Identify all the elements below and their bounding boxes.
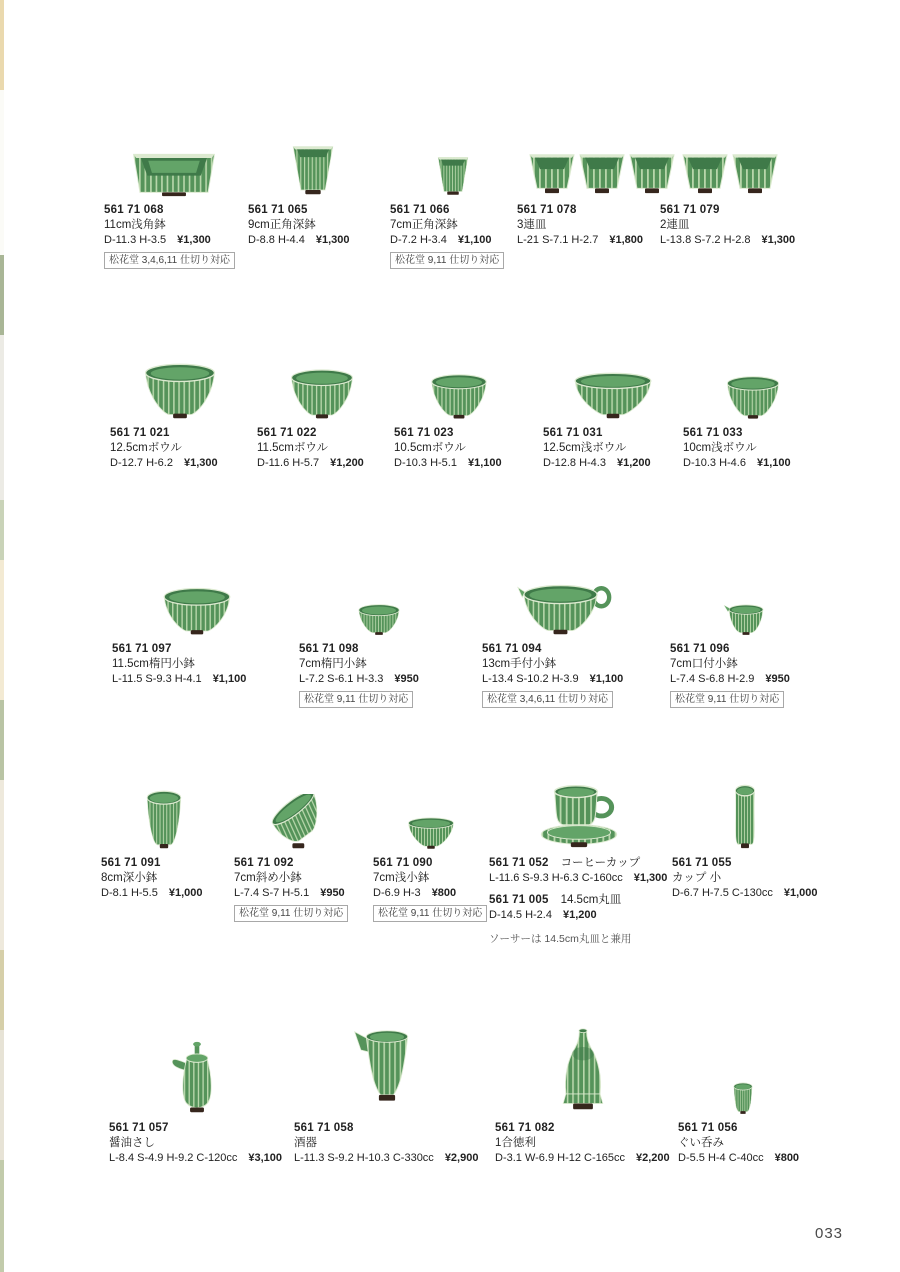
product-cell [104,135,244,269]
product-name: 3連皿 [517,219,547,231]
product-price: ¥1,200 [616,457,651,469]
product-image-triple-dish [527,149,677,197]
product-cell [495,1028,670,1166]
product-price: ¥1,300 [633,872,668,884]
product-cell [112,578,282,687]
product-price: ¥1,100 [467,457,502,469]
product-dims: D-10.3 H-5.1 ¥1,100 [394,457,502,469]
compat-badge: 松花堂 9,11 仕切り対応 [390,252,504,269]
product-name: 10.5cmボウル [394,442,466,454]
product-code: 561 71 092 [234,857,294,869]
product-cell [660,135,800,248]
product-code: 561 71 098 [299,643,359,655]
product-dims: L-13.8 S-7.2 H-2.8 ¥1,300 [660,234,796,246]
product-code: 561 71 097 [112,643,172,655]
product-image-sake-cup [724,1081,762,1115]
product-cell [672,780,817,901]
product-dims: L-7.4 S-6.8 H-2.9 ¥950 [670,673,790,685]
product-image-square-bowl [281,141,345,197]
product-price: ¥1,300 [183,457,218,469]
compat-badge: 松花堂 9,11 仕切り対応 [299,691,413,708]
product-code: 561 71 055 [672,857,732,869]
product-cell [390,135,515,269]
compat-badge: 松花堂 3,4,6,11 仕切り対応 [482,691,613,708]
product-cell [257,360,387,471]
product-price: ¥1,800 [609,234,643,246]
product-code: 561 71 022 [257,427,317,439]
product-price: ¥1,100 [756,457,791,469]
product-image-shallow-bowl [406,817,456,850]
product-dims: L-7.2 S-6.1 H-3.3 ¥950 [299,673,419,685]
product-code: 561 71 023 [394,427,454,439]
product-image-spouted-bowl [720,603,770,636]
product-dims: L-7.4 S-7 H-5.1 ¥950 [234,887,345,899]
product-code: 561 71 082 [495,1122,555,1134]
product-dims: L-11.5 S-9.3 H-4.1 ¥1,100 [112,673,247,685]
product-price: ¥1,100 [457,234,492,246]
product-name: 12.5cmボウル [110,442,182,454]
product-price: ¥1,000 [783,887,818,899]
product-image-tilted-bowl [266,794,332,850]
product-image-double-dish [680,149,780,197]
product-image-handled-bowl [517,582,617,636]
product-image-square-bowl [429,153,477,197]
product-price: ¥950 [320,887,345,899]
product-dims: D-11.6 H-5.7 ¥1,200 [257,457,364,469]
product-dims: D-8.8 H-4.4 ¥1,300 [248,234,350,246]
product-price: ¥1,200 [330,457,364,469]
product-price: ¥950 [394,673,419,685]
product-name: 醤油さし [109,1137,155,1149]
product-price: ¥1,300 [315,234,350,246]
product-price: ¥800 [774,1152,800,1164]
product-dims: D-10.3 H-4.6 ¥1,100 [683,457,791,469]
product-name: コーヒーカップ [560,857,641,869]
product-image-bowl [284,368,360,420]
product-image-sake-pitcher [351,1027,423,1115]
compat-badge: 松花堂 9,11 仕切り対応 [670,691,784,708]
product-name: 12.5cm浅ボウル [543,442,627,454]
product-cell [234,780,364,922]
compat-badge: 松花堂 9,11 仕切り対応 [234,905,348,922]
product-dims: D-8.1 H-5.5 ¥1,000 [101,887,203,899]
product-name: 8cm深小鉢 [101,872,158,884]
product-dims: D-12.8 H-4.3 ¥1,200 [543,457,651,469]
product-image-deep-cup [136,790,192,850]
product-code: 561 71 066 [390,204,450,216]
product-price: ¥3,100 [248,1152,283,1164]
product-image-coffee-cup [523,778,635,850]
product-cell [294,1028,479,1166]
product-name: 1合徳利 [495,1137,536,1149]
product-cell [482,578,652,708]
product-dims: D-14.5 H-2.4 ¥1,200 [489,909,597,921]
product-image-oval-bowl [355,603,403,636]
product-code: 561 71 031 [543,427,603,439]
product-price: ¥800 [431,887,457,899]
product-price: ¥1,100 [212,673,247,685]
product-cell [678,1028,808,1166]
product-cell [670,578,820,708]
product-name: 2連皿 [660,219,690,231]
product-name: 11.5cmボウル [257,442,329,454]
product-name: 10cm浅ボウル [683,442,757,454]
product-name: 7cm楕円小鉢 [299,658,367,670]
product-cell [299,578,459,708]
product-image-oval-bowl [158,586,236,636]
product-code: 561 71 005 [489,894,549,906]
product-code: 561 71 057 [109,1122,169,1134]
product-image-shallow-bowl [571,372,655,420]
product-image-shallow-bowl [721,375,785,420]
product-price: ¥950 [765,673,790,685]
product-name: 7cm口付小鉢 [670,658,738,670]
product-cell [109,1028,284,1166]
product-dims: L-21 S-7.1 H-2.7 ¥1,800 [517,234,643,246]
product-image-tall-cup [720,784,770,850]
compat-badge: 松花堂 9,11 仕切り対応 [373,905,487,922]
compat-badge: 松花堂 3,4,6,11 仕切り対応 [104,252,235,269]
product-cell [248,135,378,248]
product-image-bowl [137,362,223,420]
product-name: 7cm正角深鉢 [390,219,458,231]
product-cell-coffee-set [489,780,669,946]
product-name: カップ 小 [672,872,722,884]
product-code: 561 71 021 [110,427,170,439]
product-cell [683,360,823,471]
page-number: 033 [815,1225,844,1242]
product-name: ぐい呑み [678,1137,724,1149]
product-name: 14.5cm丸皿 [560,894,622,906]
product-dims: L-11.6 S-9.3 H-6.3 C-160cc ¥1,300 [489,872,668,884]
product-code: 561 71 096 [670,643,730,655]
product-dims: D-12.7 H-6.2 ¥1,300 [110,457,218,469]
product-image-bowl [425,373,493,420]
product-name: 13cm手付小鉢 [482,658,557,670]
product-dims: D-7.2 H-3.4 ¥1,100 [390,234,492,246]
product-price: ¥1,300 [177,234,211,246]
product-code: 561 71 065 [248,204,308,216]
product-dims: D-11.3 H-3.5 ¥1,300 [104,234,211,246]
product-price: ¥1,100 [589,673,624,685]
product-price: ¥1,000 [168,887,203,899]
product-name: 7cm浅小鉢 [373,872,430,884]
product-name: 11cm浅角鉢 [104,219,166,231]
product-name: 酒器 [294,1137,317,1149]
product-code: 561 71 078 [517,204,577,216]
product-image-sake-bottle [556,1025,610,1115]
product-code: 561 71 091 [101,857,161,869]
product-image-soy-dispenser [170,1033,224,1115]
product-name: 11.5cm楕円小鉢 [112,658,195,670]
product-dims: D-6.9 H-3 ¥800 [373,887,457,899]
product-dims: D-5.5 H-4 C-40cc ¥800 [678,1152,800,1164]
product-price: ¥2,200 [636,1152,670,1164]
product-cell [543,360,683,471]
product-dims: L-8.4 S-4.9 H-9.2 C-120cc ¥3,100 [109,1152,283,1164]
product-dims: D-6.7 H-7.5 C-130cc ¥1,000 [672,887,818,899]
page-edge-strip [0,0,4,1272]
product-cell [110,360,250,471]
saucer-note: ソーサーは 14.5cm丸皿と兼用 [489,933,632,945]
product-code: 561 71 058 [294,1122,354,1134]
product-dims: L-13.4 S-10.2 H-3.9 ¥1,100 [482,673,624,685]
product-code: 561 71 052 [489,857,549,869]
product-name: 7cm斜め小鉢 [234,872,302,884]
product-code: 561 71 094 [482,643,542,655]
product-code: 561 71 068 [104,204,164,216]
product-cell [101,780,226,901]
product-price: ¥1,200 [562,909,597,921]
product-code: 561 71 056 [678,1122,738,1134]
product-image-square-bowl [128,145,220,197]
product-name: 9cm正角深鉢 [248,219,316,231]
product-price: ¥1,300 [761,234,796,246]
product-dims: D-3.1 W-6.9 H-12 C-165cc ¥2,200 [495,1152,670,1164]
product-dims: L-11.3 S-9.2 H-10.3 C-330cc ¥2,900 [294,1152,479,1164]
product-cell [394,360,524,471]
product-price: ¥2,900 [444,1152,479,1164]
product-code: 561 71 079 [660,204,720,216]
product-code: 561 71 033 [683,427,743,439]
product-code: 561 71 090 [373,857,433,869]
product-cell [373,780,488,922]
